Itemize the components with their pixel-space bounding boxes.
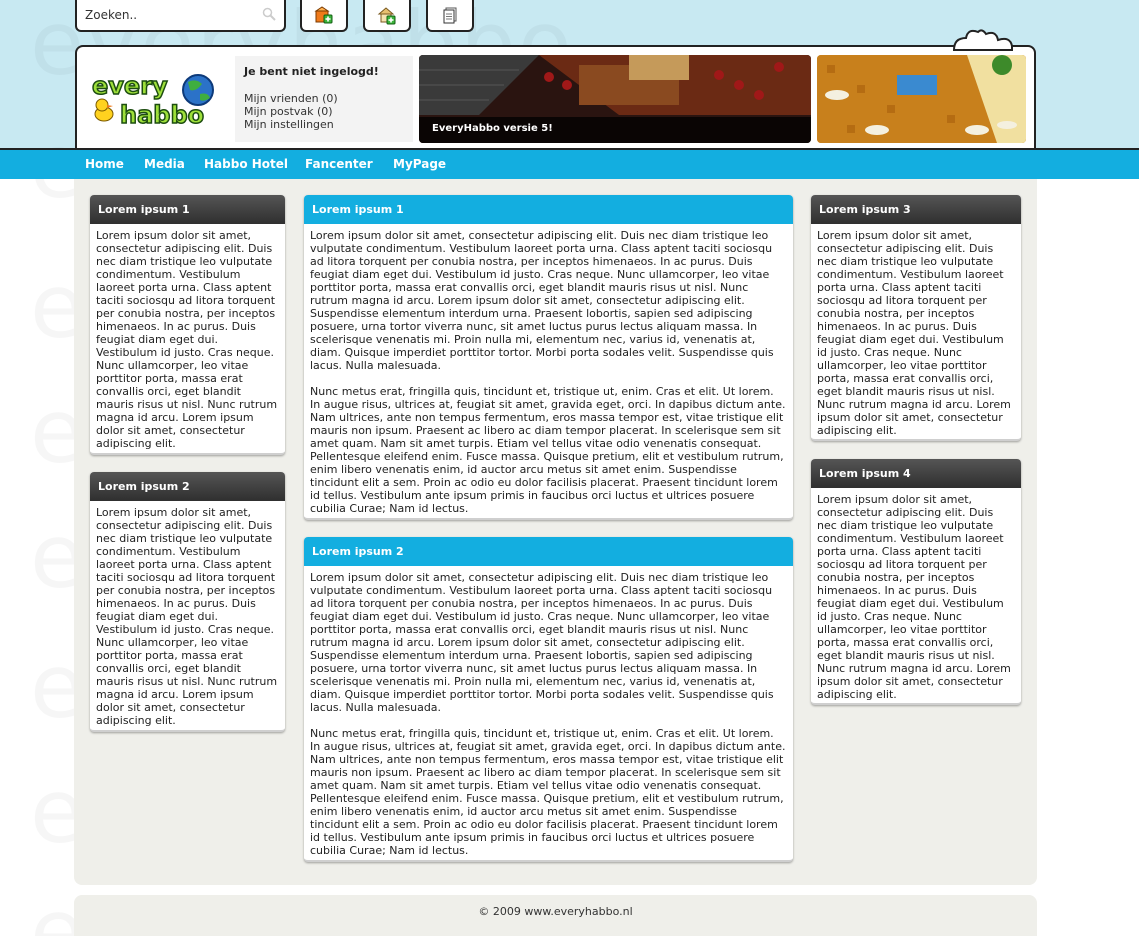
add-friend-button[interactable] <box>363 0 411 32</box>
center-box-1 <box>304 195 793 520</box>
nav-fancenter[interactable]: Fancenter <box>305 157 373 171</box>
box-text: Lorem ipsum dolor sit amet, consectetur adipiscing elit. Duis nec diam tristique leo vulputate condimentum. Vestibulum laoreet porta urna. Class aptent taciti sociosqu ad litora torquent per conubia nostra, per inceptos himenaeos. In ac purus. Duis feugiat diam eget dui. Vestibulum id justo. Cras neque. Nunc ullamcorper, leo vitae porttitor porta, massa erat convallis orci, eget blandit mauris risus ut nisl. Nunc rutrum magna id arcu. Lorem ipsum dolor sit amet, consectetur adipiscing elit. <box>817 493 1011 701</box>
logo-text-every: every <box>92 72 168 100</box>
box-title: Lorem ipsum 1 <box>304 195 793 224</box>
hotel-room-picture <box>817 55 1026 143</box>
search-box <box>75 0 286 32</box>
notes-icon <box>441 6 459 24</box>
my-inbox-link[interactable]: Mijn postvak (0) <box>244 105 333 118</box>
box-title: Lorem ipsum 2 <box>90 472 285 501</box>
search-input[interactable] <box>85 8 255 22</box>
news-banner[interactable] <box>419 55 811 143</box>
add-friend-icon <box>377 5 397 25</box>
paragraph: Lorem ipsum dolor sit amet, consectetur adipiscing elit. Duis nec diam tristique leo vulputate condimentum. Vestibulum laoreet porta urna. Class aptent taciti sociosqu ad litora torquent per conubia nostra, per inceptos himenaeos. In ac purus. Duis feugiat diam eget dui. Vestibulum id justo. Cras neque. Nunc ullamcorper, leo vitae porttitor porta, massa erat convallis orci, eget blandit mauris risus ut nisl. Nunc rutrum magna id arcu. Lorem ipsum dolor sit amet, consectetur adipiscing elit. Suspendisse elementum interdum urna. Praesent lobortis, sapien sed adipiscing posuere, urna tortor viverra nunc, sit amet luctus purus lectus aliquam massa. In scelerisque venenatis mi. Proin nulla mi, elementum nec, varius id, venenatis at, diam. Quisque imperdiet porttitor tortor. Morbi porta sodales velit. Suspendisse quis lacus. Nulla malesuada. <box>310 571 774 714</box>
logo-text-habbo: habbo <box>120 101 205 128</box>
main-nav <box>0 148 1139 179</box>
banner-caption: EveryHabbo versie 5! <box>419 117 811 143</box>
add-room-icon <box>314 5 334 25</box>
box-title: Lorem ipsum 1 <box>90 195 285 224</box>
site-logo[interactable] <box>88 68 218 128</box>
box-title: Lorem ipsum 2 <box>304 537 793 566</box>
paragraph: Lorem ipsum dolor sit amet, consectetur adipiscing elit. Duis nec diam tristique leo vulputate condimentum. Vestibulum laoreet porta urna. Class aptent taciti sociosqu ad litora torquent per conubia nostra, per inceptos himenaeos. In ac purus. Duis feugiat diam eget dui. Vestibulum id justo. Cras neque. Nunc ullamcorper, leo vitae porttitor porta, massa erat convallis orci, eget blandit mauris risus ut nisl. Nunc rutrum magna id arcu. Lorem ipsum dolor sit amet, consectetur adipiscing elit. Suspendisse elementum interdum urna. Praesent lobortis, sapien sed adipiscing posuere, urna tortor viverra nunc, sit amet luctus purus lectus aliquam massa. In scelerisque venenatis mi. Proin nulla mi, elementum nec, varius id, venenatis at, diam. Quisque imperdiet porttitor tortor. Morbi porta sodales velit. Suspendisse quis lacus. Nulla malesuada. <box>310 229 774 372</box>
notes-button[interactable] <box>426 0 474 32</box>
nav-mypage[interactable]: MyPage <box>393 157 447 171</box>
nav-home[interactable]: Home <box>85 157 124 171</box>
nav-habbo-hotel[interactable]: Habbo Hotel <box>204 157 289 171</box>
left-box-2 <box>90 472 285 732</box>
copyright-text: © 2009 www.everyhabbo.nl <box>478 905 633 918</box>
right-box-2 <box>811 459 1021 705</box>
box-text: Lorem ipsum dolor sit amet, consectetur adipiscing elit. Duis nec diam tristique leo vulputate condimentum. Vestibulum laoreet porta urna. Class aptent taciti sociosqu ad litora torquent per conubia nostra, per inceptos himenaeos. In ac purus. Duis feugiat diam eget dui. Vestibulum id justo. Cras neque. Nunc ullamcorper, leo vitae porttitor porta, massa erat convallis orci, eget blandit mauris risus ut nisl. Nunc rutrum magna id arcu. Lorem ipsum dolor sit amet, consectetur adipiscing elit. <box>817 229 1011 437</box>
paragraph: Nunc metus erat, fringilla quis, tincidunt et, tristique ut, enim. Cras et elit. Ut lorem. In augue risus, ultrices at, feugiat sit amet, gravida eget, orci. In dapibus dictum ante. Nam ultrices, ante non tempus fermentum, eros massa tempor est, vitae tristique elit mauris non ipsum. Praesent ac libero ac diam tempor placerat. In scelerisque sem sit amet quam. Nam sit amet turpis. Etiam vel tellus vitae odio venenatis consequat. Pellentesque eleifend enim. Fusce massa. Quisque pretium, elit et vestibulum rutrum, enim libero venenatis enim, id auctor arcu metus sit amet enim. Suspendisse tincidunt elit a sem. Proin ac odio eu dolor facilisis placerat. Praesent tincidunt lorem id tellus. Vestibulum ante ipsum primis in faucibus orci luctus et ultrices posuere cubilia Curae; Nam id lectus. <box>310 727 786 857</box>
box-text: Lorem ipsum dolor sit amet, consectetur adipiscing elit. Duis nec diam tristique leo vulputate condimentum. Vestibulum laoreet porta urna. Class aptent taciti sociosqu ad litora torquent per conubia nostra, per inceptos himenaeos. In ac purus. Duis feugiat diam eget dui. Vestibulum id justo. Cras neque. Nunc ullamcorper, leo vitae porttitor porta, massa erat convallis orci, eget blandit mauris risus ut nisl. Nunc rutrum magna id arcu. Lorem ipsum dolor sit amet, consectetur adipiscing elit. <box>96 506 278 727</box>
paragraph: Nunc metus erat, fringilla quis, tincidunt et, tristique ut, enim. Cras et elit. Ut lorem. In augue risus, ultrices at, feugiat sit amet, gravida eget, orci. In dapibus dictum ante. Nam ultrices, ante non tempus fermentum, eros massa tempor est, vitae tristique elit mauris non ipsum. Praesent ac libero ac diam tempor placerat. In scelerisque sem sit amet quam. Nam sit amet turpis. Etiam vel tellus vitae odio venenatis consequat. Pellentesque eleifend enim. Fusce massa. Quisque pretium, elit et vestibulum rutrum, enim libero venenatis enim, id auctor arcu metus sit amet enim. Suspendisse tincidunt elit a sem. Proin ac odio eu dolor facilisis placerat. Praesent tincidunt lorem id tellus. Vestibulum ante ipsum primis in faucibus orci luctus et ultrices posuere cubilia Curae; Nam id lectus. <box>310 385 786 515</box>
box-text <box>304 566 793 862</box>
my-friends-link[interactable]: Mijn vrienden (0) <box>244 92 338 105</box>
box-title: Lorem ipsum 3 <box>811 195 1021 224</box>
cloud-decoration <box>952 26 1032 52</box>
hotel-room-image[interactable] <box>817 55 1026 143</box>
left-box-1 <box>90 195 285 455</box>
footer <box>74 895 1037 936</box>
right-box-1 <box>811 195 1021 441</box>
login-box <box>235 56 413 142</box>
center-box-2 <box>304 537 793 862</box>
box-title: Lorem ipsum 4 <box>811 459 1021 488</box>
login-status: Je bent niet ingelogd! <box>244 65 379 78</box>
box-text: Lorem ipsum dolor sit amet, consectetur adipiscing elit. Duis nec diam tristique leo vulputate condimentum. Vestibulum laoreet porta urna. Class aptent taciti sociosqu ad litora torquent per conubia nostra, per inceptos himenaeos. In ac purus. Duis feugiat diam eget dui. Vestibulum id justo. Cras neque. Nunc ullamcorper, leo vitae porttitor porta, massa erat convallis orci, eget blandit mauris risus ut nisl. Nunc rutrum magna id arcu. Lorem ipsum dolor sit amet, consectetur adipiscing elit. <box>96 229 278 450</box>
my-settings-link[interactable]: Mijn instellingen <box>244 118 334 131</box>
box-text <box>304 224 793 520</box>
search-icon[interactable] <box>262 7 276 21</box>
add-room-button[interactable] <box>300 0 348 32</box>
nav-media[interactable]: Media <box>144 157 185 171</box>
